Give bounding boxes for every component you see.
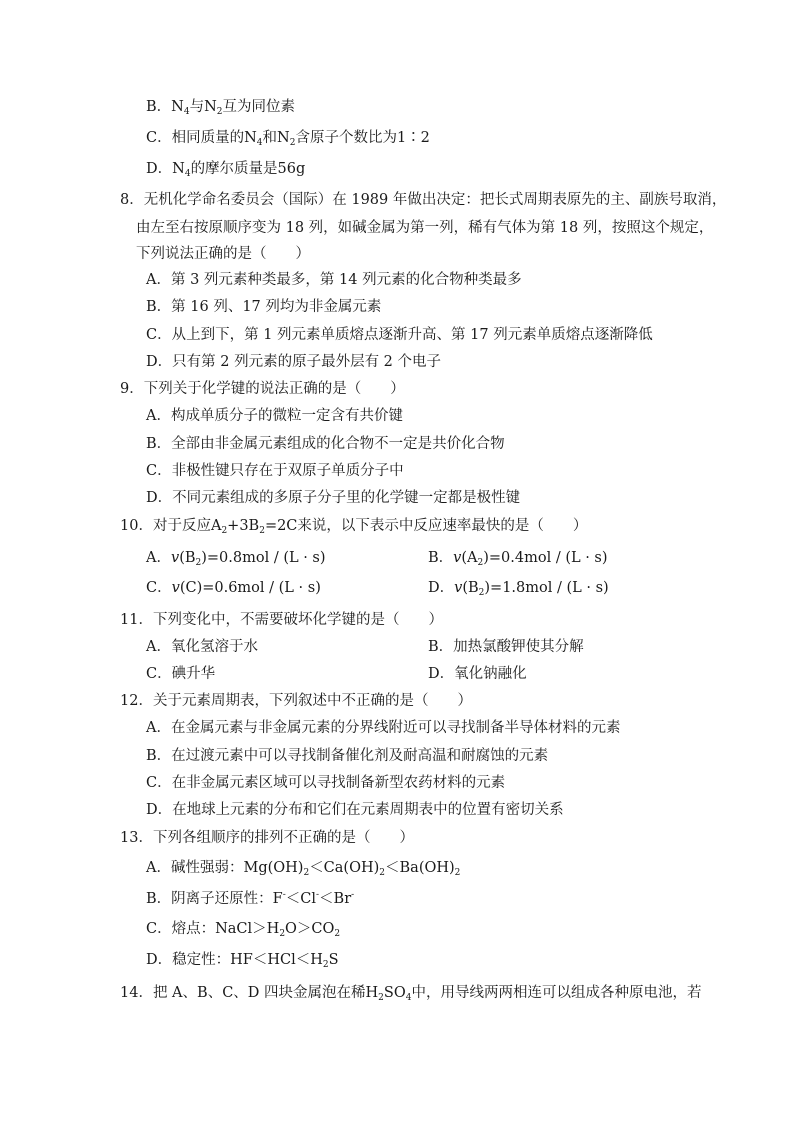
- q8-stem-line2: 由左至右按原顺序变为 18 列，如碱金属为第一列，稀有气体为第 18 列，按照这个规定，: [136, 220, 714, 236]
- q7-option-d: D．$N_4$的摩尔质量是56g: [146, 161, 306, 179]
- q7-option-c: C．相同质量的$N_4$和$N_2$含原子个数比为1∶2: [146, 130, 430, 148]
- q9-option-c: C．非极性键只存在于双原子单质分子中: [146, 463, 404, 479]
- q7-option-b: B．$N_4$与$N_2$互为同位素: [146, 99, 295, 117]
- q10-option-b: B．$v(A_2)=0.4mol / (L \cdot s)$: [428, 550, 608, 568]
- q8-option-b: B．第 16 列、17 列均为非金属元素: [146, 299, 382, 315]
- q9-stem: 9．下列关于化学键的说法正确的是（ ）: [120, 381, 405, 397]
- q8-option-d: D．只有第 2 列元素的原子最外层有 2 个电子: [146, 354, 442, 370]
- q13-option-d: D．稳定性：$HF<HCl<H_2S$: [146, 952, 339, 970]
- q10-option-a: A．$v(B_2)=0.8mol / (L \cdot s)$: [146, 550, 326, 568]
- q11-option-c: C．碘升华: [146, 666, 216, 682]
- q8-option-c: C．从上到下，第 1 列元素单质熔点逐渐升高、第 17 列元素单质熔点逐渐降低: [146, 327, 653, 343]
- q9-option-a: A．构成单质分子的微粒一定含有共价键: [146, 408, 403, 424]
- q12-option-b: B．在过渡元素中可以寻找制备催化剂及耐高温和耐腐蚀的元素: [146, 748, 549, 764]
- q13-option-c: C．熔点：$NaCl>H_2O>CO_2$: [146, 921, 341, 939]
- q9-option-d: D．不同元素组成的多原子分子里的化学键一定都是极性键: [146, 490, 521, 506]
- q10-option-c: C．v(C)=0.6mol / (L · s): [146, 580, 321, 596]
- q10-stem: 10．对于反应$A_2+3B_2=2C$来说，以下表示中反应速率最快的是（ ）: [120, 518, 588, 536]
- q14-stem: 14．把 A、B、C、D 四块金属泡在稀$H_2SO_4$中，用导线两两相连可以组成各种原电池，若: [120, 985, 702, 1003]
- q10-option-d: D．$v(B_2)=1.8mol / (L \cdot s)$: [428, 580, 609, 598]
- q13-option-b: B．阴离子还原性：F-＜Cl-＜Br-: [146, 890, 355, 907]
- q8-stem-line3: 下列说法正确的是（ ）: [136, 246, 310, 262]
- q12-option-c: C．在非金属元素区域可以寻找制备新型农药材料的元素: [146, 775, 506, 791]
- q12-option-a: A．在金属元素与非金属元素的分界线附近可以寻找制备半导体材料的元素: [146, 720, 621, 736]
- q8-stem-line1: 8．无机化学命名委员会（国际）在 1989 年做出决定：把长式周期表原先的主、副族号取消，: [120, 192, 727, 208]
- q11-option-b: B．加热氯酸钾使其分解: [428, 639, 584, 655]
- q8-option-a: A．第 3 列元素种类最多，第 14 列元素的化合物种类最多: [146, 272, 522, 288]
- q11-stem: 11．下列变化中，不需要破坏化学键的是（ ）: [120, 612, 443, 628]
- q9-option-b: B．全部由非金属元素组成的化合物不一定是共价化合物: [146, 436, 505, 452]
- q12-option-d: D．在地球上元素的分布和它们在元素周期表中的位置有密切关系: [146, 802, 564, 818]
- q12-stem: 12．关于元素周期表，下列叙述中不正确的是（ ）: [120, 693, 472, 709]
- q11-option-d: D．氧化钠融化: [428, 666, 527, 682]
- q11-option-a: A．氧化氢溶于水: [146, 639, 258, 655]
- q13-stem: 13．下列各组顺序的排列不正确的是（ ）: [120, 830, 414, 846]
- q13-option-a: A．碱性强弱：$Mg(OH)_2<Ca(OH)_2<Ba(OH)_2$: [146, 860, 461, 878]
